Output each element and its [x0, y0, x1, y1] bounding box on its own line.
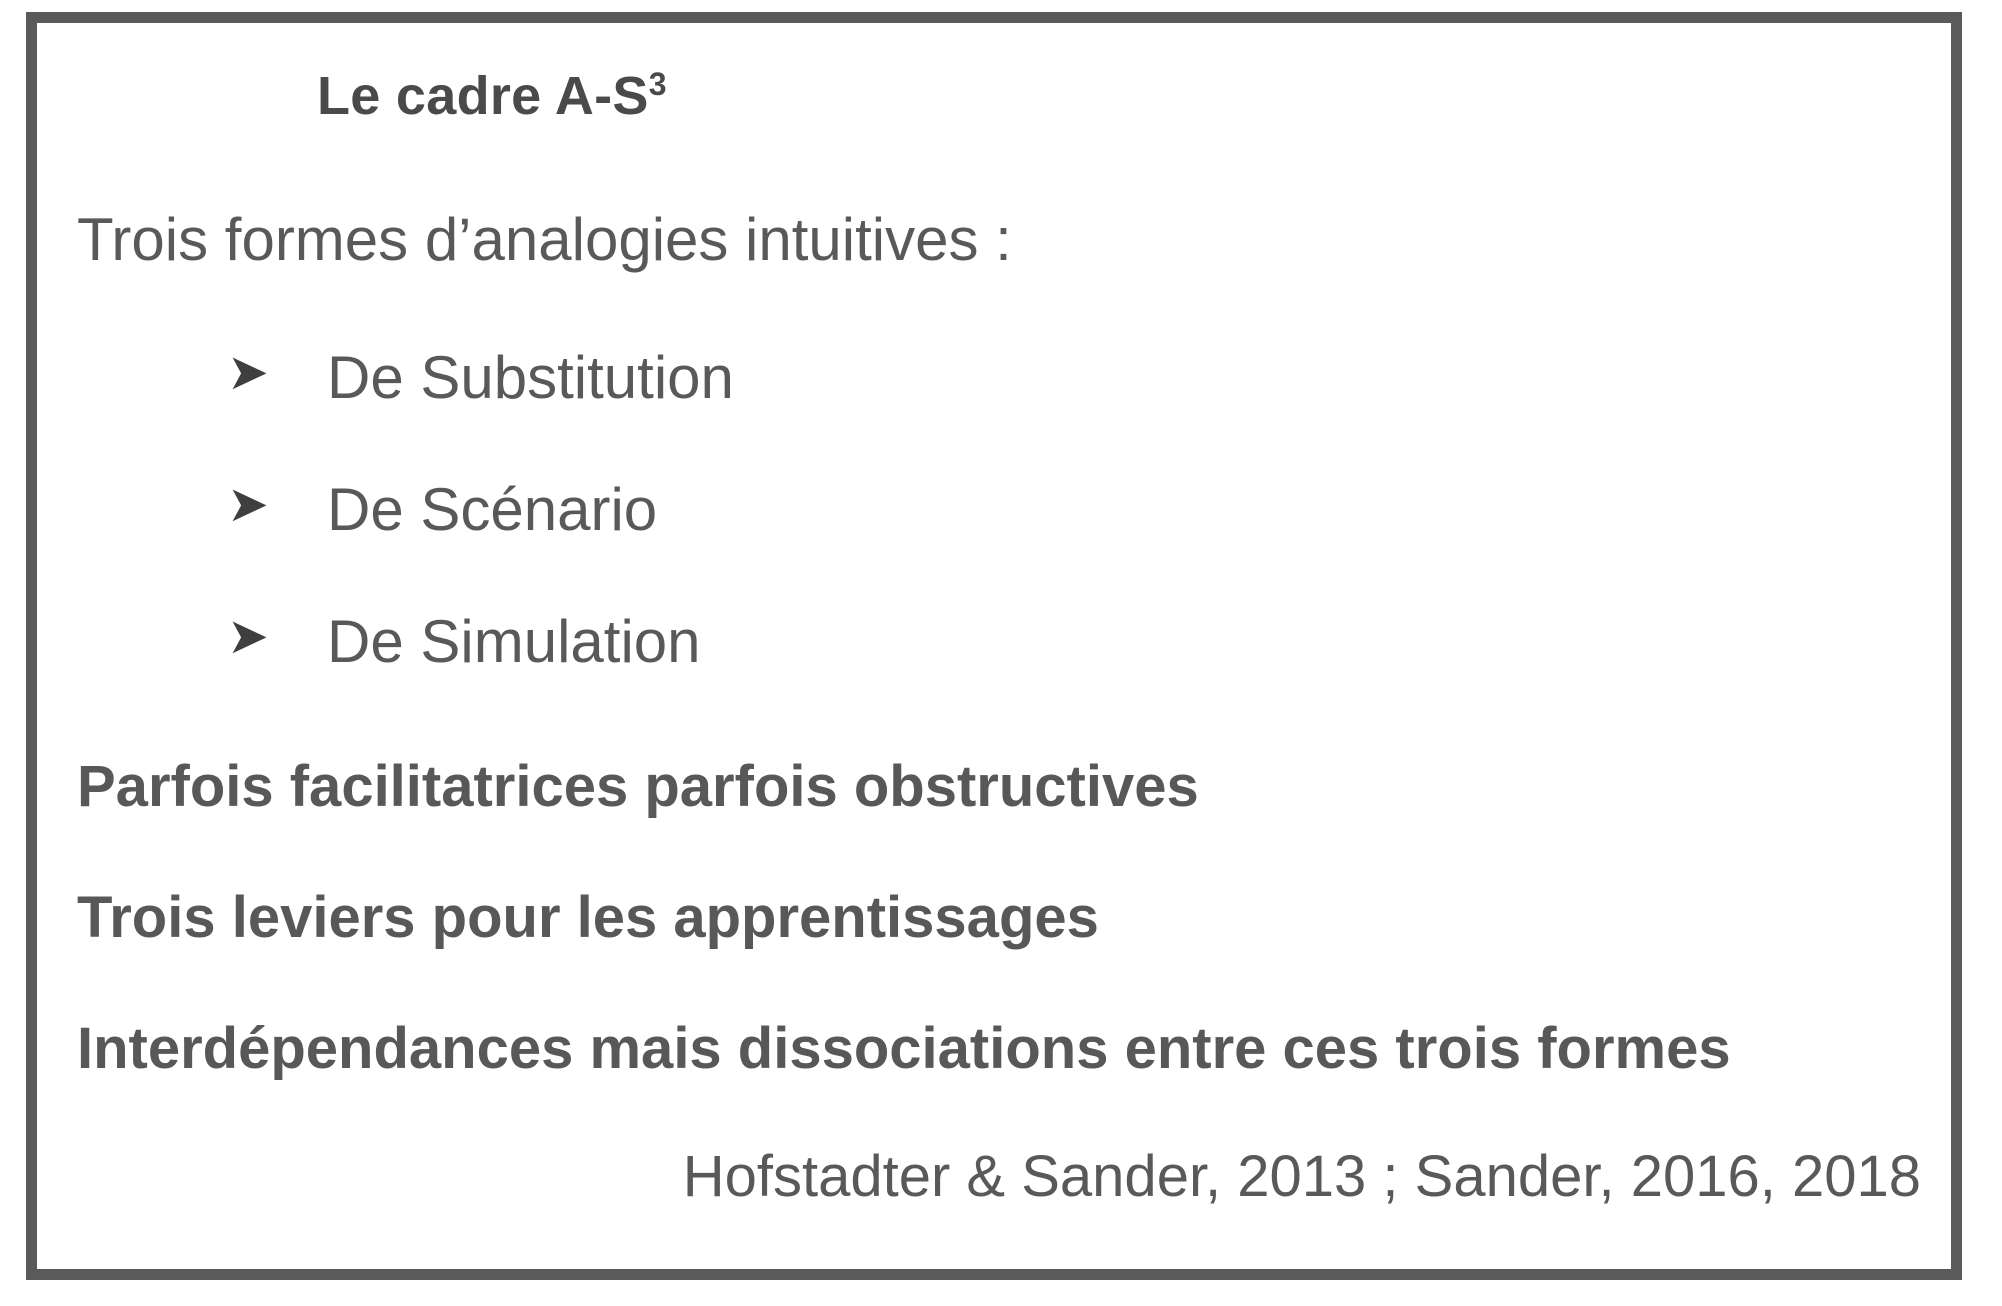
list-item: [77, 343, 1677, 475]
list-item: [77, 607, 1677, 739]
page-title-text: Le cadre A-S: [317, 66, 649, 126]
arrow-bullet-icon: ➤: [227, 344, 269, 400]
statement-line-3: Interdépendances mais dissociations entre ces trois formes: [77, 1016, 1731, 1081]
list-item: [77, 475, 1677, 607]
citation-text: Hofstadter & Sander, 2013 ; Sander, 2016, 2018: [682, 1144, 1921, 1209]
page-title-superscript: 3: [648, 66, 667, 102]
bullet-list: [77, 343, 1677, 739]
page-title: [317, 65, 667, 127]
slide-frame: [26, 12, 1962, 1280]
list-item-label: De Simulation: [327, 608, 701, 675]
intro-text: Trois formes d’analogies intuitives :: [77, 206, 1012, 273]
statement-line-2: Trois leviers pour les apprentissages: [77, 885, 1099, 950]
arrow-bullet-icon: ➤: [227, 608, 269, 664]
list-item-label: De Scénario: [327, 476, 658, 543]
statement-line-1: Parfois facilitatrices parfois obstructives: [77, 754, 1199, 819]
arrow-bullet-icon: ➤: [227, 476, 269, 532]
slide-content: [37, 23, 1951, 1269]
list-item-label: De Substitution: [327, 344, 734, 411]
